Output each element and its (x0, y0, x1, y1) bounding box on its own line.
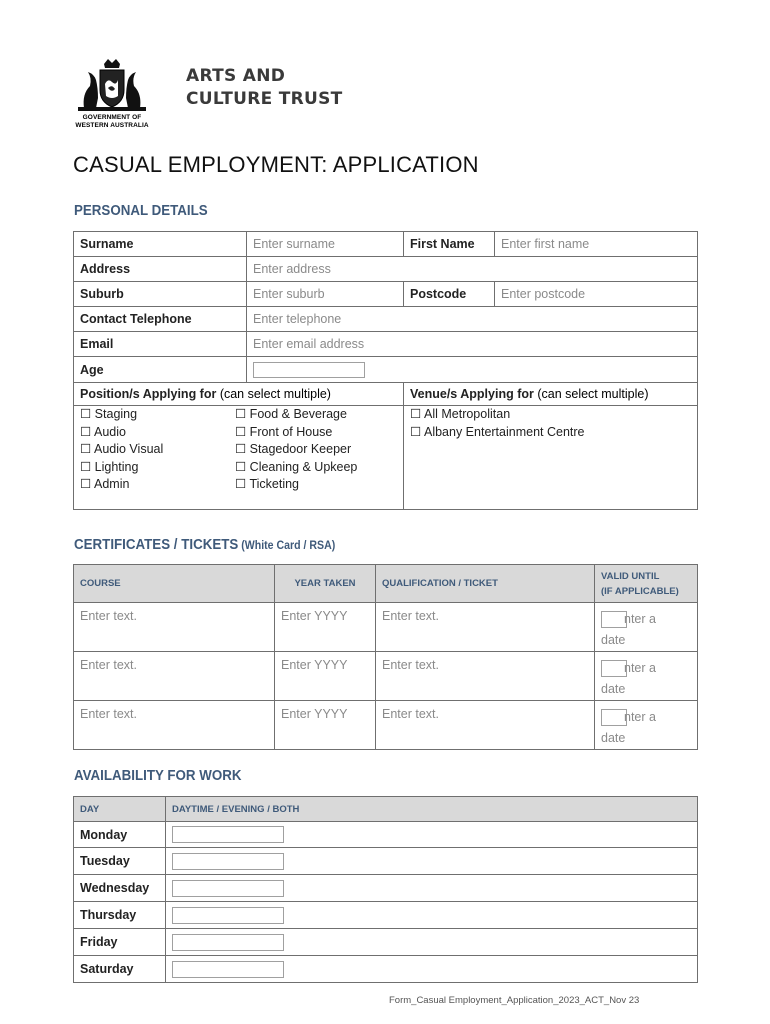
valid-until-field[interactable] (595, 701, 698, 750)
table-row (74, 822, 698, 848)
certificates-heading-text: CERTIFICATES / TICKETS (74, 537, 239, 553)
surname-field[interactable]: Enter surname (247, 232, 404, 257)
certificates-table (73, 564, 698, 750)
telephone-field[interactable]: Enter telephone (247, 307, 698, 332)
position-checkbox-admin[interactable]: ☐ Admin (80, 477, 130, 491)
year-field[interactable]: Enter YYYY (275, 603, 376, 652)
day-label-tuesday: Tuesday (74, 848, 166, 875)
date-placeholder-2: date (601, 731, 626, 745)
course-field[interactable]: Enter text. (74, 652, 275, 701)
availability-input-wednesday[interactable] (172, 880, 284, 897)
position-checkbox-audio-visual[interactable]: ☐ Audio Visual (80, 442, 164, 456)
valid-until-field[interactable] (595, 652, 698, 701)
first-name-label: First Name (404, 232, 495, 257)
col-year-taken: YEAR TAKEN (275, 565, 376, 603)
position-checkbox-audio[interactable]: ☐ Audio (80, 424, 126, 439)
qualification-field[interactable]: Enter text. (376, 701, 595, 750)
availability-cell (166, 902, 698, 929)
qualification-field[interactable]: Enter text. (376, 603, 595, 652)
page-title: CASUAL EMPLOYMENT: APPLICATION (73, 152, 479, 177)
address-label: Address (74, 257, 247, 282)
date-placeholder-1: nter a (624, 661, 656, 675)
date-placeholder-1: nter a (624, 710, 656, 724)
table-row (74, 875, 698, 902)
email-label: Email (74, 332, 247, 357)
day-label-monday: Monday (74, 822, 166, 848)
certificates-heading (74, 537, 335, 553)
availability-cell (166, 848, 698, 875)
brand-line-2: CULTURE TRUST (186, 89, 343, 109)
course-field[interactable]: Enter text. (74, 603, 275, 652)
date-placeholder-2: date (601, 633, 626, 647)
valid-until-field[interactable] (595, 603, 698, 652)
gov-line-1: GOVERNMENT OF (82, 114, 142, 121)
positions-label: Position/s Applying for (80, 387, 217, 401)
col-daytime: DAYTIME / EVENING / BOTH (166, 797, 698, 822)
availability-input-saturday[interactable] (172, 961, 284, 978)
availability-input-friday[interactable] (172, 934, 284, 951)
venues-options (404, 406, 698, 510)
table-row (74, 848, 698, 875)
table-row (74, 701, 698, 750)
day-label-saturday: Saturday (74, 956, 166, 983)
personal-details-heading: PERSONAL DETAILS (74, 203, 208, 219)
venues-header (404, 383, 698, 406)
table-row (74, 652, 698, 701)
availability-table (73, 796, 698, 983)
positions-options (74, 406, 404, 510)
day-label-thursday: Thursday (74, 902, 166, 929)
venue-checkbox-albany[interactable]: ☐ Albany Entertainment Centre (410, 424, 585, 439)
col-qualification: QUALIFICATION / TICKET (376, 565, 595, 603)
suburb-field[interactable]: Enter suburb (247, 282, 404, 307)
venue-checkbox-all-metropolitan[interactable]: ☐ All Metropolitan (410, 407, 511, 421)
col-valid-until (595, 565, 698, 603)
position-checkbox-front-of-house[interactable]: ☐ Front of House (235, 424, 333, 439)
availability-heading: AVAILABILITY FOR WORK (74, 768, 242, 784)
date-placeholder-1: nter a (624, 612, 656, 626)
suburb-label: Suburb (74, 282, 247, 307)
table-row (74, 902, 698, 929)
availability-cell (166, 929, 698, 956)
venues-note: (can select multiple) (533, 387, 649, 401)
position-checkbox-food-beverage[interactable]: ☐ Food & Beverage (235, 407, 347, 421)
year-field[interactable]: Enter YYYY (275, 701, 376, 750)
postcode-field[interactable]: Enter postcode (495, 282, 698, 307)
availability-input-monday[interactable] (172, 826, 284, 843)
day-label-friday: Friday (74, 929, 166, 956)
email-field[interactable]: Enter email address (247, 332, 698, 357)
availability-cell (166, 875, 698, 902)
telephone-label: Contact Telephone (74, 307, 247, 332)
col-course: COURSE (74, 565, 275, 603)
footer-form-id: Form_Casual Employment_Application_2023_ACT_Nov 23 (389, 995, 640, 1006)
age-cell (247, 357, 698, 383)
age-label: Age (74, 357, 247, 383)
day-label-wednesday: Wednesday (74, 875, 166, 902)
position-checkbox-stagedoor-keeper[interactable]: ☐ Stagedoor Keeper (235, 442, 352, 456)
first-name-field[interactable]: Enter first name (495, 232, 698, 257)
surname-label: Surname (74, 232, 247, 257)
col-valid-until-line2: (IF APPLICABLE) (601, 585, 679, 597)
gov-line-2: WESTERN AUSTRALIA (75, 122, 149, 129)
date-placeholder-2: date (601, 682, 626, 696)
position-checkbox-staging[interactable]: ☐ Staging (80, 407, 138, 421)
table-row (74, 956, 698, 983)
venues-label: Venue/s Applying for (410, 387, 534, 401)
availability-cell (166, 822, 698, 848)
position-checkbox-cleaning-upkeep[interactable]: ☐ Cleaning & Upkeep (235, 459, 358, 474)
postcode-label: Postcode (404, 282, 495, 307)
positions-note: (can select multiple) (216, 387, 331, 401)
table-row (74, 603, 698, 652)
qualification-field[interactable]: Enter text. (376, 652, 595, 701)
col-day: DAY (74, 797, 166, 822)
availability-input-thursday[interactable] (172, 907, 284, 924)
age-input[interactable] (253, 362, 365, 378)
address-field[interactable]: Enter address (247, 257, 698, 282)
certificates-heading-note: (White Card / RSA) (238, 540, 336, 552)
availability-input-tuesday[interactable] (172, 853, 284, 870)
year-field[interactable]: Enter YYYY (275, 652, 376, 701)
position-checkbox-ticketing[interactable]: ☐ Ticketing (235, 477, 300, 491)
availability-cell (166, 956, 698, 983)
col-valid-until-line1: VALID UNTIL (601, 570, 660, 582)
positions-header (74, 383, 404, 406)
course-field[interactable]: Enter text. (74, 701, 275, 750)
position-checkbox-lighting[interactable]: ☐ Lighting (80, 459, 139, 474)
brand-line-1: ARTS AND (186, 66, 286, 86)
personal-details-table (73, 231, 698, 510)
table-row (74, 929, 698, 956)
